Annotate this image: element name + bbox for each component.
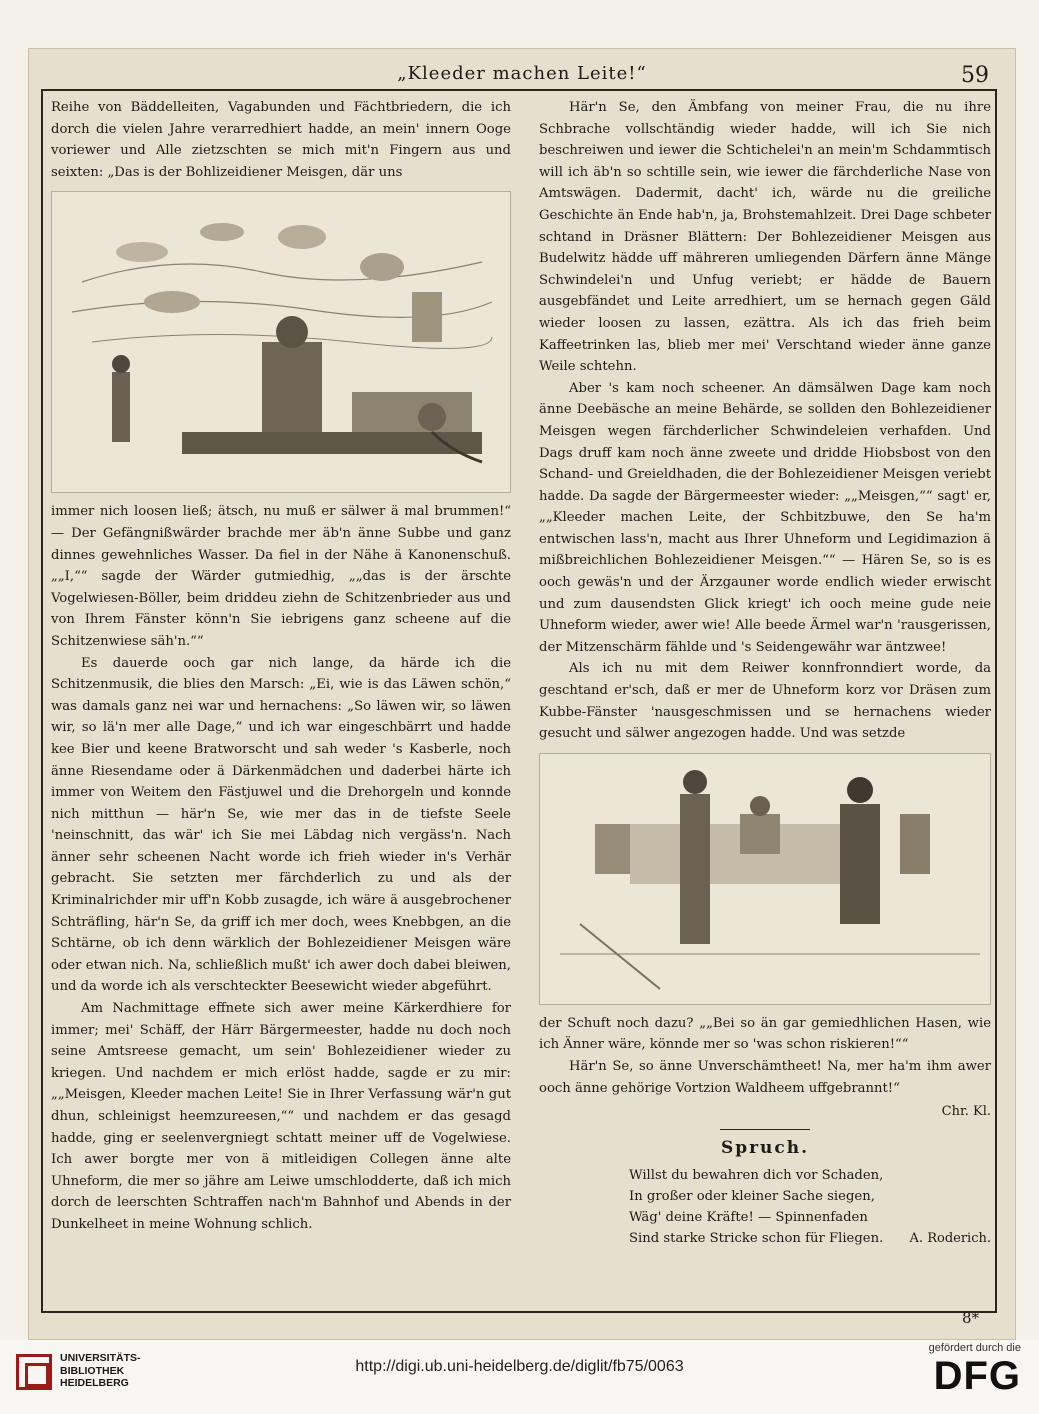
left-column [51,97,511,1236]
funding-note: gefördert durch die [928,1342,1021,1354]
poem-title: Spruch. [720,1137,810,1158]
left-paragraph-2: immer nich loosen ließ; ätsch, nu muß er sälwer ä mal brummen!“ — Der Gefängnißwärder brachde mer äb'n änne Subbe und ganz dinnes gewehnliches Wasser. Da fiel in der Nähe ä Kanonenschuß. „„I,““ sagde der Wärder gutmiedhig, „„das is der ärschte Vogelwiesen-Böller, beim driddeu ziehn de Schitzenbrieder aus und von Ihrem Fänster könn'n Sie iebrigens ganz scheene auf die Schitzenwiese säh'n.““ [51,504,511,649]
scanned-page [28,48,1016,1340]
left-paragraph-1: Reihe von Bäddelleiten, Vagabunden und Fächtbriedern, die ich dorch die vielen Jahre verarredhiert hadde, an mein' innern Ooge voriewer und Alle zietzschten se mich mit'n Fingern aus und seixten: „Das is der Bohlizeidiener Meisgen, där uns [51,100,511,180]
poem-line: Wäg' deine Kräfte! — Spinnenfaden [629,1210,868,1226]
poem-line: In großer oder kleiner Sache siegen, [629,1189,875,1205]
left-paragraph-4: Am Nachmittage effnete sich awer meine Kärkerdhiere for immer; mei' Schäff, der Härr Bärgermeester, hadde nu doch noch seine Amtsreese gemacht, um sein' Bohlezeidiener wieder zu kriegen. Und nachdem er mich erlöst hadde, sagde er zu mir: „„Meisgen, Kleeder machen Leite! Sie in Ihrer Verfassung wär'n gut dhun, schleinigst heemzureesen,““ und nachdem er das gesagd hadde, ging er seelenvergniegt schtatt meiner uff de Vogelwiese. Ich awer borgte mer von ä mitleidigen Collegen änne alte Uhneform, die mer so jähre am Leiwe umschlodderte, daß ich mich dorch de leerschten Schtraffen nach'm Bahnhof und Abends in der Dunkelheet in meine Wohnung schlich. [51,1001,511,1232]
page-number: 59 [961,63,989,88]
right-paragraph-5: Här'n Se, so änne Unverschämtheet! Na, mer ha'm ihm awer ooch änne gehörige Vortzion Waldheem uffgebrannt!“ [539,1059,991,1096]
library-name-line: UNIVERSITÄTS- [60,1352,141,1364]
poem [629,1165,991,1249]
right-paragraph-1: Här'n Se, den Ämbfang von meiner Frau, die nu ihre Schbrache vollschtändig wieder hadde, will ich Sie nich beschreiwen und iewer die Schtichelei'n an mein'm Schdammtisch will ich äb'n so schtille sein, wie iewer die färchderliche Nase von Amtswägen. Dadermit, dacht' ich, wärde nu die greiliche Geschichte än Ende hab'n, ja, Brohstemahlzeit. Drei Dage schbeter schtand in Dräsner Blättern: Der Bohlezeidiener Meisgen aus Budelwitz hädde uff mähreren umliegenden Därfern änne Mänge Schwindelei'n und Unfug veriebt; er hädde de Bauern ausgebfändet und Leite arredhiert, um se hernach gegen Gäld wieder loosen zu lassen, ezättra. Als ich das frieh beim Kaffeetrinken las, blieb mer mei' Verschtand wieder änne ganze Weile schtehn. [539,100,991,375]
dfg-logo: DFG [933,1354,1021,1398]
article-signature: Chr. Kl. [941,1104,991,1120]
viewer-footer [0,1340,1039,1414]
illustration-dreaming-prisoner [51,191,511,493]
header-title: „Kleeder machen Leite!“ [397,63,647,84]
folio-mark: 8* [961,1309,979,1327]
funder-block[interactable] [891,1342,1021,1398]
poem-author: A. Roderich. [909,1231,991,1247]
right-paragraph-3: Als ich nu mit dem Reiwer konnfronndiert worde, da geschtand er'sch, daß er mer de Uhneform korz vor Dräsen zum Kubbe-Fänster 'nausgeschmissen und se hernachens wieder gesucht und sälwer angezogen hadde. Und was setzde [539,661,991,742]
poem-line: Willst du bewahren dich vor Schaden, [629,1168,884,1184]
right-column [539,97,991,1249]
poem-line-text: Sind starke Stricke schon für Fliegen. [629,1231,884,1247]
permalink-url[interactable]: http://digi.ub.uni-heidelberg.de/diglit/fb75/0063 [355,1358,684,1375]
library-name-line: BIBLIOTHEK [60,1364,125,1377]
library-name-line: HEIDELBERG [60,1377,129,1389]
right-paragraph-2: Aber 's kam noch scheener. An dämsälwen Dage kam noch änne Deebäsche an meine Behärde, se sollden den Bohlezeidiener Meisgen wegen färchderlicher Schwindeleien verhafden. Und Dags druff kam noch änne zweete und dridde Hiobsbost von den Schand- und Greieldhaden, die der Bohlezeidiener Meisgen veriebt hadde. Da sagde der Bärgermeester wieder: „„Meisgen,““ sagt' er, „„Kleeder machen Leite, der Schbitzbuwe, den Se ha'm entwischen lass'n, macht aus Ihrer Uhneform und Legidimazion ä mißbreichlichen Bohlezeidiener Meisgen.““ — Hären Se, so is es ooch gewäs'n und der Ärzgauner worde endlich wieder erwischt und zum dausendsten Glick kriegt' ich ooch meine gude neie Uhneform wieder, awer wie! Alle beede Ärmel war'n 'rausgerissen, der Mitzenschärm fählde und 's Seidengewähr war äntzwee! [539,380,991,655]
illustration-confrontation [539,753,991,1005]
right-paragraph-4: der Schuft noch dazu? „„Bei so än gar gemiedhlichen Hasen, wie ich Änner wäre, könnde mer so 'was schon riskieren!““ [539,1015,991,1053]
left-paragraph-3: Es dauerde ooch gar nich lange, da härde ich die Schitzenmusik, die blies den Marsch: „Ei, wie is das Läwen schön,“ was damals ganz nei war und hernachens: „So läwen wir, so läwen wir, so lä'n mer alle Dage,“ und ich war eingeschbärrt und hadde kee Bier und keene Bratworscht und sah weder 's Kasberle, noch änne Riesendame oder ä Därkenmädchen und daderbei härte ich immer von Weitem den Fästjuwel und die Drehorgeln und konnde nich mitthun — här'n Se, wie mer das in de tiefste Seele 'neinschnitt, das wär' ich Sie mei Läbdag nich vergäss'n. Nach änner sehr scheenen Nacht worde ich frieh wieder in's Verhär gebracht. Sie setzten mer färchderlich zu und als der Kriminalrichder mir uff'n Kobb zusagde, ich wäre ä ausgebrochener Schträfling, här'n Se, da griff ich mer doch, wees Knebbgen, an die Schtärne, ob ich denn wärklich der Bohlezeidiener Meisgen wäre oder etwan nich. Na, schließlich mußt' ich awer doch dabei bleiwen, und da worde ich als verschteckter Beesewicht wieder abgeführt. [51,655,511,995]
poem-line [629,1228,991,1249]
separator-rule [720,1129,810,1130]
